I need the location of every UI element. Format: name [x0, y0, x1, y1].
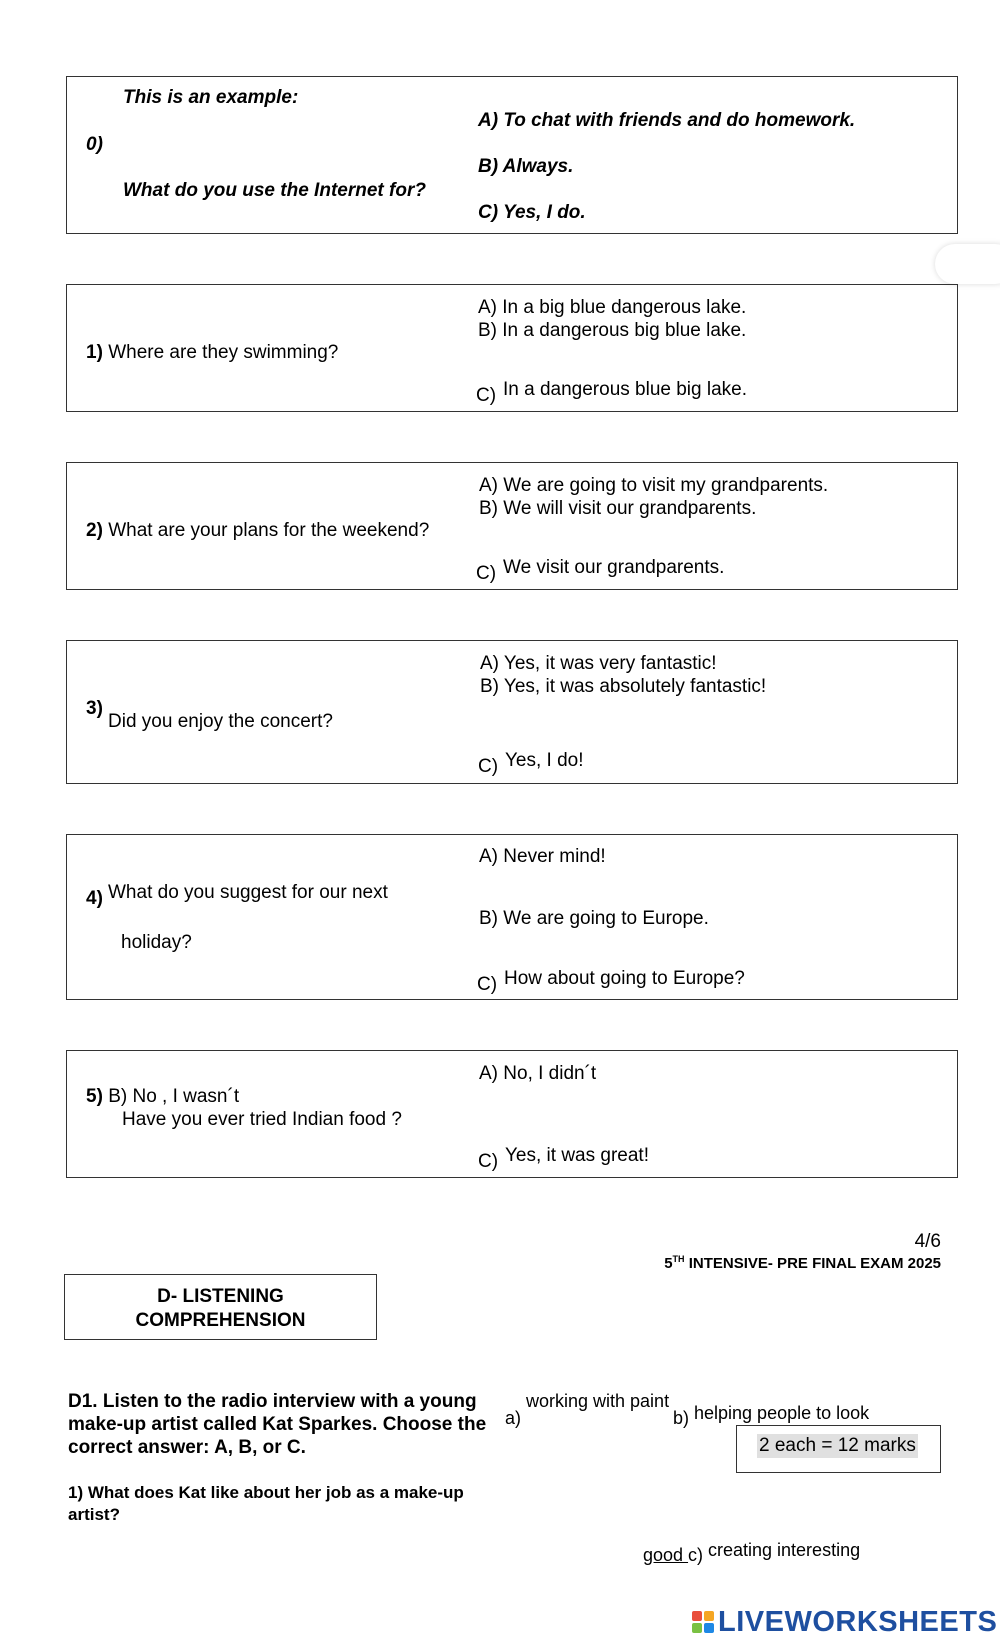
question-4-option-c[interactable]: How about going to Europe? [504, 968, 745, 989]
d1-instruction: D1. Listen to the radio interview with a young make-up artist called Kat Sparkes. Choose the correct answer: A, B, or C. [68, 1391, 487, 1458]
question-3-label: Did you enjoy the concert? [108, 711, 333, 732]
logo-square-1 [692, 1611, 702, 1621]
logo-square-3 [692, 1623, 702, 1633]
liveworksheets-logo [692, 1606, 997, 1638]
question-1-option-b[interactable]: B) In a dangerous big blue lake. [478, 320, 747, 341]
side-tab[interactable] [935, 244, 1000, 284]
question-1-option-c[interactable]: In a dangerous blue big lake. [503, 379, 748, 400]
question-5-label: Have you ever tried Indian food ? [122, 1109, 402, 1130]
question-4-option-c-letter[interactable]: C) [477, 974, 498, 995]
example-intro: This is an example: [123, 87, 299, 108]
question-5-option-c-letter[interactable]: C) [478, 1151, 499, 1172]
logo-icon [692, 1611, 714, 1633]
logo-text: LIVEWORKSHEETS [718, 1605, 998, 1638]
question-2-label: What are your plans for the weekend? [108, 520, 430, 541]
example-option-a: A) To chat with friends and do homework. [478, 110, 856, 131]
exam-title-prefix: 5 [664, 1255, 673, 1272]
logo-square-2 [704, 1611, 714, 1621]
question-5-option-a[interactable]: A) No, I didn´t [479, 1063, 597, 1084]
question-1-label: Where are they swimming? [108, 342, 339, 363]
marks-label: 2 each = 12 marks [759, 1435, 916, 1456]
question-2-number: 2) [86, 520, 103, 541]
question-4-label-line2: holiday? [121, 932, 192, 953]
section-title-line1: D- LISTENING [157, 1286, 284, 1307]
section-title [64, 1274, 377, 1340]
question-3-number: 3) [86, 698, 103, 719]
question-5-stray-option-b[interactable]: B) No , I wasn´t [108, 1086, 240, 1107]
d1-option-b-text[interactable]: helping people to look [694, 1403, 870, 1423]
question-2-option-b[interactable]: B) We will visit our grandparents. [479, 498, 757, 519]
question-5-option-c[interactable]: Yes, it was great! [505, 1145, 649, 1166]
question-5-number: 5) [86, 1086, 103, 1107]
example-number: 0) [86, 134, 103, 155]
example-option-c: C) Yes, I do. [478, 202, 586, 223]
exam-title-rest: INTENSIVE- PRE FINAL EXAM 2025 [684, 1255, 941, 1272]
question-4-label-line1: What do you suggest for our next [108, 882, 388, 903]
question-2-option-c-letter[interactable]: C) [476, 563, 497, 584]
exam-title [664, 1254, 941, 1272]
logo-square-4 [704, 1623, 714, 1633]
example-question: What do you use the Internet for? [123, 180, 426, 201]
question-3-option-b[interactable]: B) Yes, it was absolutely fantastic! [480, 676, 767, 697]
question-4-option-a[interactable]: A) Never mind! [479, 846, 606, 867]
question-1-option-a[interactable]: A) In a big blue dangerous lake. [478, 297, 747, 318]
question-4-option-b[interactable]: B) We are going to Europe. [479, 908, 709, 929]
d1-question: 1) What does Kat like about her job as a make-up artist? [68, 1483, 464, 1524]
d1-option-c-row [643, 1545, 703, 1566]
section-title-line2: COMPREHENSION [135, 1310, 306, 1331]
question-1-text [86, 342, 338, 364]
question-4-number: 4) [86, 888, 103, 909]
exam-title-sup: TH [672, 1254, 685, 1264]
example-option-b: B) Always. [478, 156, 574, 177]
question-1-option-c-letter[interactable]: C) [476, 385, 497, 406]
question-1-number: 1) [86, 342, 103, 363]
question-3-option-c-letter[interactable]: C) [478, 756, 499, 777]
d1-option-b-letter[interactable]: b) [673, 1408, 690, 1428]
marks-box [736, 1425, 941, 1473]
d1-option-a-letter[interactable]: a) [505, 1408, 522, 1428]
d1-option-a-text[interactable]: working with paint [526, 1391, 670, 1411]
page-number: 4/6 [914, 1231, 941, 1252]
question-3-option-c[interactable]: Yes, I do! [505, 750, 584, 771]
d1-option-c-text[interactable]: creating interesting [708, 1540, 861, 1560]
question-2-text [86, 520, 429, 542]
question-2-option-c[interactable]: We visit our grandparents. [503, 557, 725, 578]
question-3-option-a[interactable]: A) Yes, it was very fantastic! [480, 653, 717, 674]
question-5-line [86, 1086, 239, 1108]
d1-option-good: good [643, 1545, 689, 1565]
d1-option-c-letter[interactable]: c) [688, 1545, 704, 1565]
question-2-option-a[interactable]: A) We are going to visit my grandparents. [479, 475, 829, 496]
